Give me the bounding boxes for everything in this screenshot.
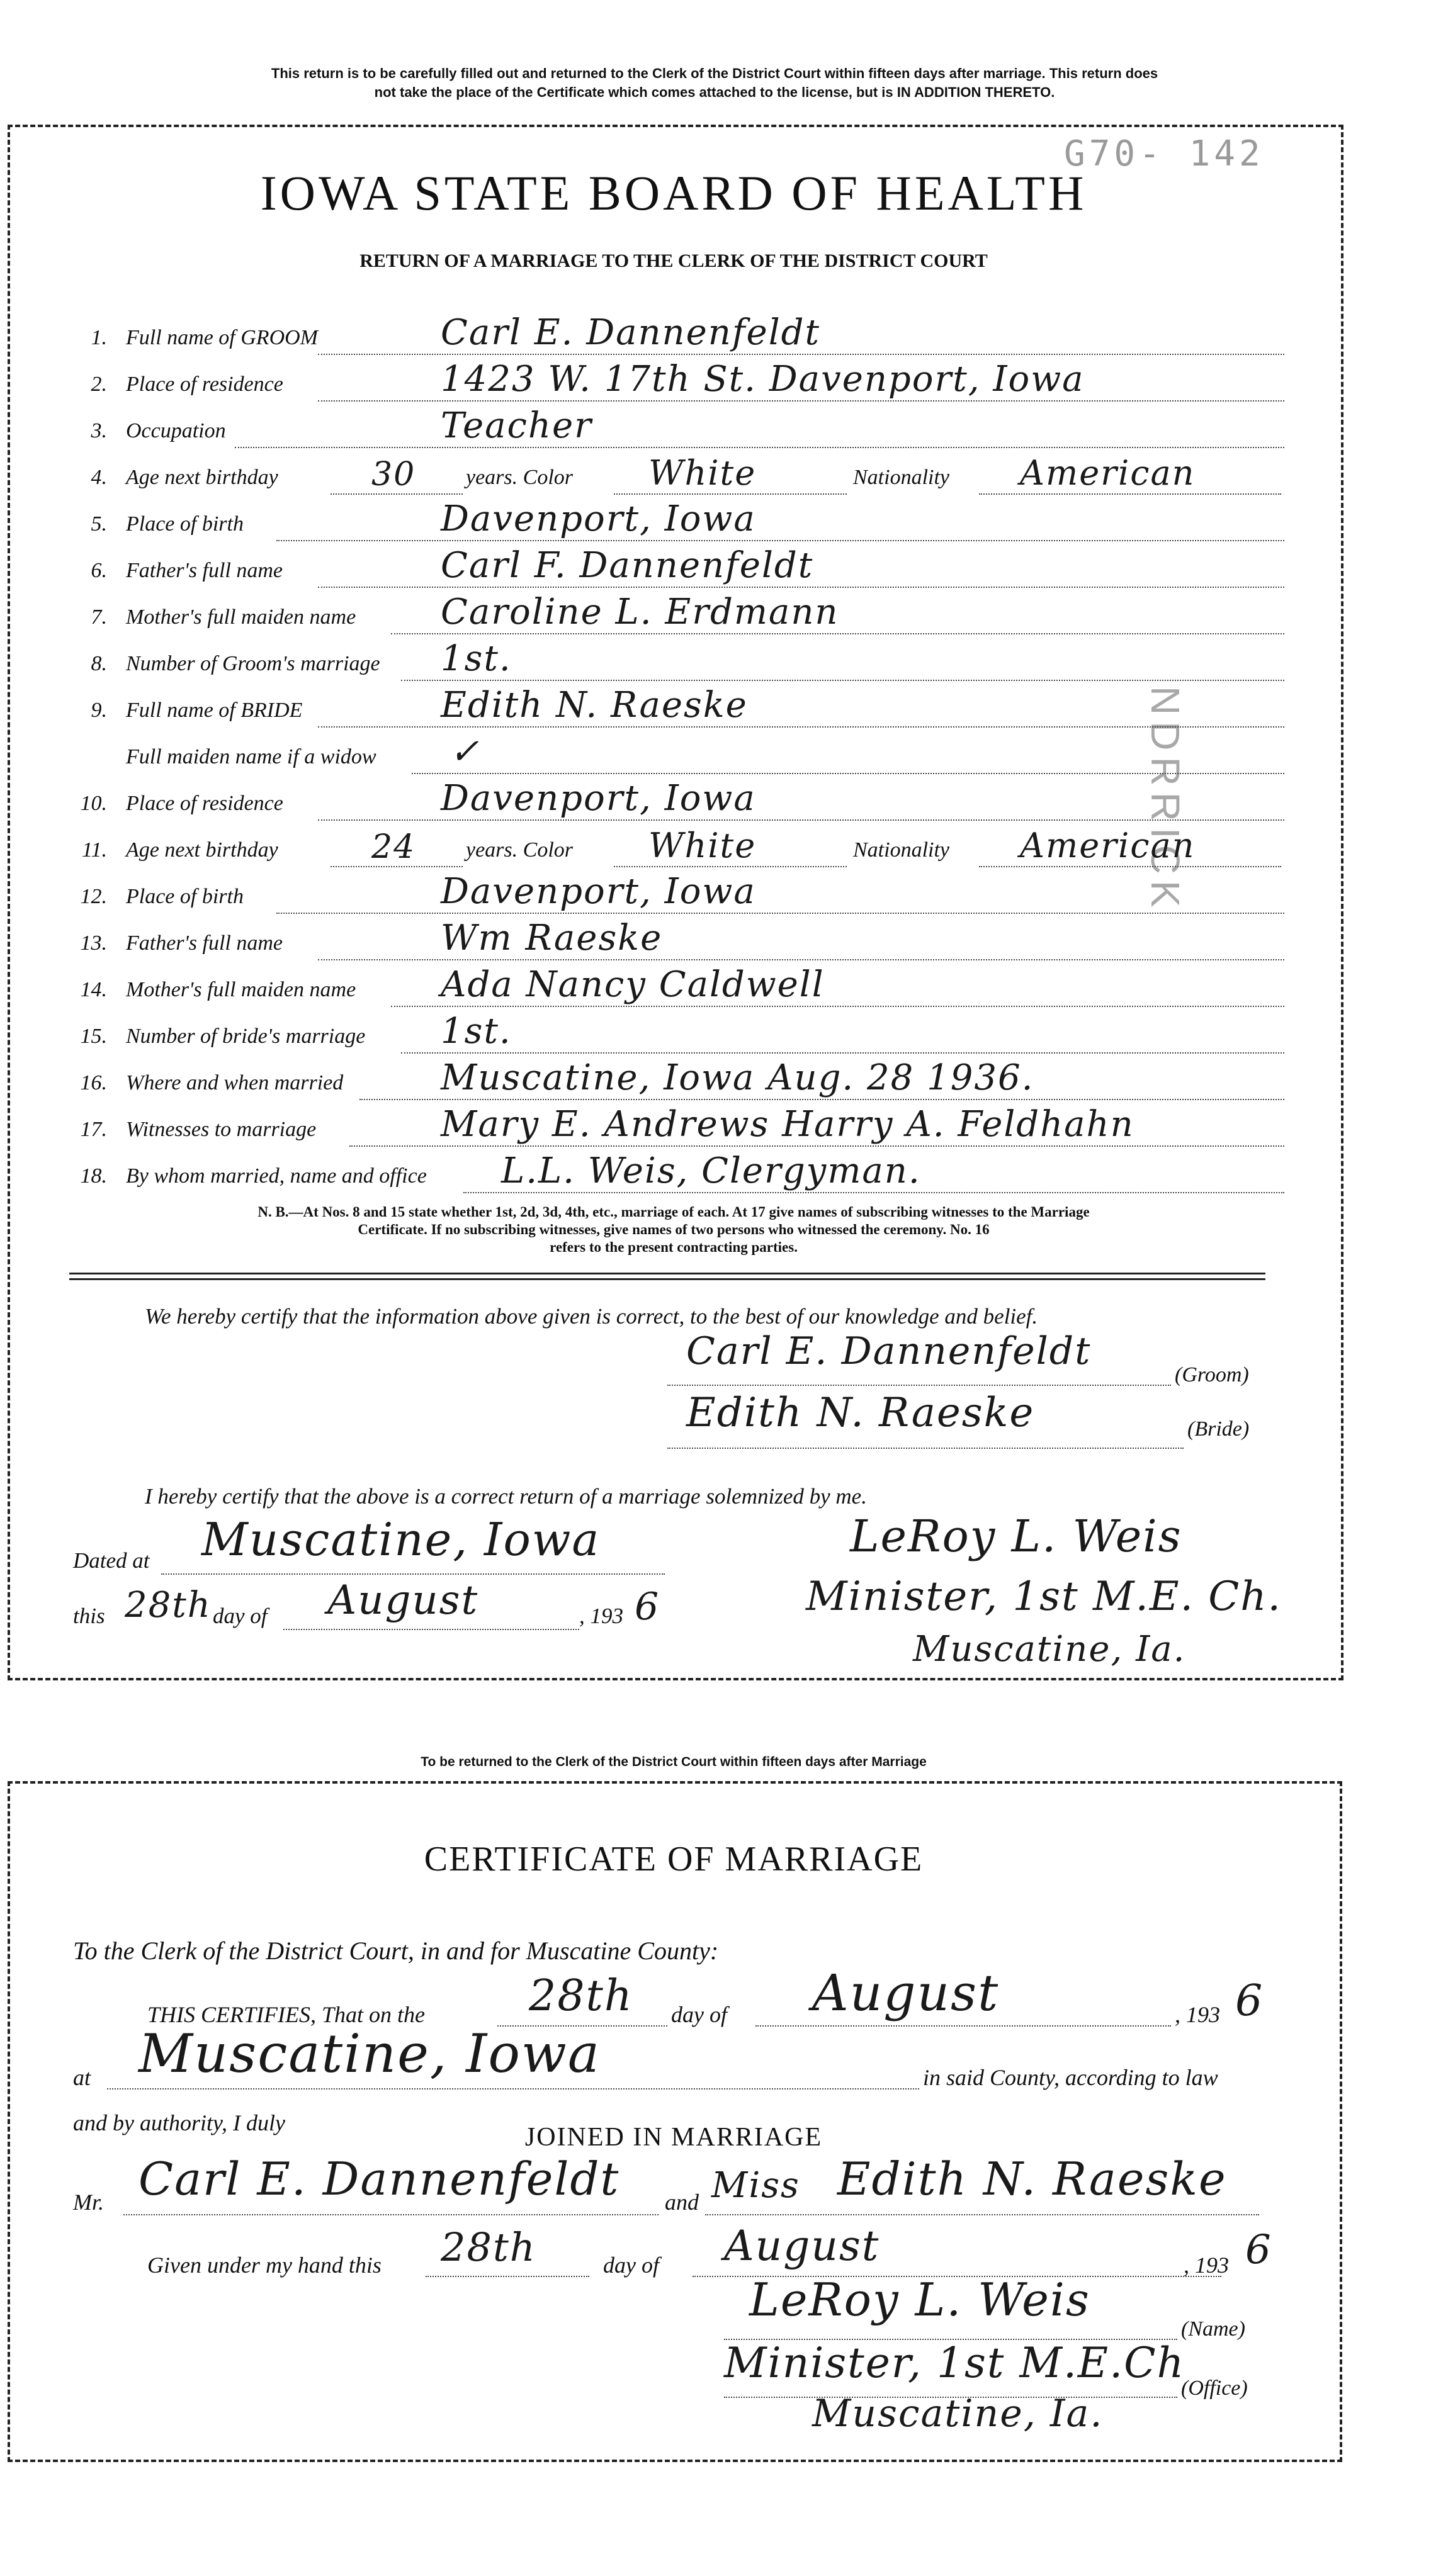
field-row <box>0 592 1335 646</box>
nb-note <box>69 1203 1278 1256</box>
field-underline <box>318 400 1284 402</box>
field-value: Edith N. Raeske <box>441 685 748 726</box>
field-label: Place of residence <box>126 373 283 396</box>
cert-office-signature: Minister, 1st M.E.Ch <box>724 2339 1185 2387</box>
field-label: Number of Groom's marriage <box>126 652 380 675</box>
middle-notice: To be returned to the Clerk of the District Court within fifteen days after Marriage <box>421 1755 927 1769</box>
field-row <box>0 405 1335 459</box>
miss-prefix: Miss <box>711 2165 800 2206</box>
field-label: Age next birthday <box>126 466 278 489</box>
field-number: 8. <box>91 652 107 675</box>
cert-groom-value: Carl E. Dannenfeldt <box>139 2152 620 2205</box>
field-row <box>0 964 1335 1018</box>
years-color-label: years. Color <box>466 466 573 489</box>
field-underline <box>401 1052 1284 1054</box>
field-value: 1423 W. 17th St. Davenport, Iowa <box>441 359 1085 400</box>
field-underline <box>318 587 1284 588</box>
field-number: 14. <box>80 978 107 1001</box>
age-value: 30 <box>371 456 416 493</box>
color-value: White <box>648 826 757 865</box>
this-certifies-label: THIS CERTIFIES, That on the <box>147 2002 425 2027</box>
field-value: Wm Raeske <box>441 918 663 959</box>
year-prefix: , 193 <box>579 1604 623 1628</box>
cert-at-label: at <box>73 2065 91 2090</box>
field-number: 15. <box>80 1025 107 1048</box>
certificate-title: CERTIFICATE OF MARRIAGE <box>424 1840 924 1879</box>
field-number: 1. <box>91 326 107 349</box>
field-label: Mother's full maiden name <box>126 605 356 629</box>
field-value: 1st. <box>441 638 512 679</box>
cert-groom-line <box>123 2214 659 2215</box>
given-day-line <box>426 2276 589 2277</box>
groom-signature: Carl E. Dannenfeldt <box>686 1329 1092 1373</box>
color-value: White <box>648 453 757 493</box>
nationality-label: Nationality <box>853 838 949 862</box>
bride-label: (Bride) <box>1187 1417 1250 1441</box>
month-value: August <box>327 1577 479 1624</box>
field-value: ✓ <box>450 731 480 772</box>
field-value: 1st. <box>441 1011 512 1052</box>
field-number: 3. <box>91 419 107 442</box>
field-underline <box>331 866 463 867</box>
cert-year-prefix: , 193 <box>1175 2002 1220 2027</box>
nationality-value: American <box>1020 826 1196 865</box>
field-underline <box>235 447 1284 448</box>
field-underline <box>463 1192 1284 1193</box>
field-underline <box>401 680 1284 681</box>
field-number: 18. <box>80 1164 107 1188</box>
top-notice <box>50 65 1379 101</box>
officiant-office: Minister, 1st M.E. Ch. <box>806 1573 1282 1620</box>
cert-day-value: 28th <box>529 1971 633 2021</box>
field-label: Where and when married <box>126 1071 344 1094</box>
top-notice-line1: This return is to be carefully filled out and returned to the Clerk of the District Court within fifteen days after marriage. This return does <box>271 65 1158 81</box>
officiant-place: Muscatine, Ia. <box>913 1629 1186 1670</box>
field-row <box>0 871 1335 925</box>
field-value: Muscatine, Iowa Aug. 28 1936. <box>441 1057 1034 1098</box>
field-label: Occupation <box>126 419 226 442</box>
field-label: Full name of BRIDE <box>126 699 303 722</box>
field-label: Witnesses to marriage <box>126 1118 317 1141</box>
this-label: this <box>73 1604 105 1628</box>
nb-note-line1: N. B.—At Nos. 8 and 15 state whether 1st, 2d, 3d, 4th, etc., marriage of each. At 17 give names of subscribing witnesses to the Marriage <box>257 1204 1090 1220</box>
given-day-of-label: day of <box>603 2253 659 2278</box>
field-label: Father's full name <box>126 931 283 955</box>
field-number: 10. <box>80 792 107 815</box>
authority-text: and by authority, I duly <box>73 2110 285 2135</box>
field-underline <box>359 1099 1284 1100</box>
nb-note-line3: refers to the present contracting parties. <box>550 1239 798 1255</box>
field-number: 11. <box>82 838 107 862</box>
field-value: Mary E. Andrews Harry A. Feldhahn <box>441 1104 1134 1145</box>
cert-place-line <box>107 2088 919 2089</box>
field-number: 4. <box>91 466 107 489</box>
field-underline <box>276 540 1284 541</box>
field-value: Carl F. Dannenfeldt <box>441 545 814 586</box>
stamp-number: G70- 142 <box>1064 133 1264 174</box>
field-number: 17. <box>80 1118 107 1141</box>
dated-at-line <box>161 1573 665 1575</box>
field-label: Full name of GROOM <box>126 326 319 349</box>
field-underline <box>412 773 1284 774</box>
field-label: Mother's full maiden name <box>126 978 356 1001</box>
certification-statement: We hereby certify that the information above given is correct, to the best of our knowledge and belief. <box>145 1304 1038 1329</box>
field-underline <box>276 913 1284 914</box>
field-underline <box>979 866 1281 867</box>
dated-at-value: Muscatine, Iowa <box>201 1513 601 1566</box>
field-label: Place of birth <box>126 885 244 908</box>
field-underline <box>391 633 1284 634</box>
nationality-label: Nationality <box>853 466 949 489</box>
field-underline <box>318 726 1284 728</box>
section-divider <box>69 1273 1265 1280</box>
month-line <box>283 1629 579 1630</box>
field-label: Place of residence <box>126 792 283 815</box>
field-underline <box>349 1145 1284 1147</box>
field-label: Number of bride's marriage <box>126 1025 366 1048</box>
cert-place-value: Muscatine, Iowa <box>139 2023 601 2084</box>
years-color-label: years. Color <box>466 838 573 862</box>
cert-name-signature: LeRoy L. Weis <box>749 2273 1090 2326</box>
field-value: Davenport, Iowa <box>441 871 756 912</box>
field-label: By whom married, name and office <box>126 1164 427 1188</box>
field-number: 12. <box>80 885 107 908</box>
margin-stamp: NDRRICK <box>1143 686 1188 914</box>
field-value: Ada Nancy Caldwell <box>441 964 825 1005</box>
field-number: 13. <box>80 931 107 955</box>
given-label: Given under my hand this <box>147 2253 382 2278</box>
field-number: 9. <box>91 699 107 722</box>
field-row <box>0 685 1335 739</box>
field-underline <box>318 354 1284 355</box>
county-text: in said County, according to law <box>923 2065 1218 2090</box>
field-row <box>0 1150 1335 1205</box>
field-number: 2. <box>91 373 107 396</box>
field-underline <box>318 819 1284 821</box>
field-label: Full maiden name if a widow <box>126 745 376 768</box>
mr-label: Mr. <box>73 2190 105 2215</box>
nationality-value: American <box>1020 453 1196 493</box>
given-year-digit: 6 <box>1245 2227 1272 2273</box>
year-digit: 6 <box>635 1585 660 1629</box>
field-value: Carl E. Dannenfeldt <box>441 312 820 353</box>
given-day-value: 28th <box>441 2224 536 2270</box>
to-clerk-line: To the Clerk of the District Court, in and for Muscatine County: <box>73 1937 719 1965</box>
field-value: Caroline L. Erdmann <box>441 592 839 633</box>
field-underline <box>331 493 463 495</box>
dated-at-label: Dated at <box>73 1548 150 1573</box>
field-number: 16. <box>80 1071 107 1094</box>
field-row <box>0 778 1335 832</box>
field-number: 5. <box>91 512 107 536</box>
day-value: 28th <box>125 1585 212 1626</box>
age-value: 24 <box>371 828 416 866</box>
cert-name-label: (Name) <box>1181 2317 1245 2341</box>
page-subtitle: RETURN OF A MARRIAGE TO THE CLERK OF THE DISTRICT COURT <box>359 250 988 271</box>
bride-signature: Edith N. Raeske <box>686 1390 1035 1436</box>
field-number: 7. <box>91 605 107 629</box>
field-label: Place of birth <box>126 512 244 536</box>
and-label: and <box>665 2190 699 2215</box>
field-underline <box>318 959 1284 960</box>
field-number: 6. <box>91 559 107 582</box>
field-underline <box>614 866 847 867</box>
field-underline <box>979 493 1281 495</box>
given-year-prefix: , 193 <box>1184 2253 1229 2278</box>
cert-month-value: August <box>812 1964 1000 2022</box>
solemnization-statement: I hereby certify that the above is a correct return of a marriage solemnized by me. <box>145 1484 867 1509</box>
cert-month-line <box>755 2025 1171 2027</box>
field-underline <box>614 493 847 495</box>
cert-bride-value: Edith N. Raeske <box>837 2152 1227 2205</box>
field-value: Teacher <box>441 405 592 446</box>
field-row <box>0 359 1335 413</box>
field-underline <box>391 1006 1284 1007</box>
field-value: L.L. Weis, Clergyman. <box>501 1150 921 1191</box>
groom-label: (Groom) <box>1175 1363 1249 1386</box>
cert-day-of-label: day of <box>671 2002 727 2027</box>
given-month-value: August <box>724 2222 880 2270</box>
bride-signature-line <box>667 1448 1184 1449</box>
joined-in-marriage: JOINED IN MARRIAGE <box>524 2123 823 2152</box>
officiant-signature: LeRoy L. Weis <box>850 1510 1182 1562</box>
cert-office-place: Muscatine, Ia. <box>812 2392 1104 2436</box>
cert-year-digit: 6 <box>1235 1976 1264 2026</box>
field-label: Age next birthday <box>126 838 278 862</box>
field-label: Father's full name <box>126 559 283 582</box>
top-notice-line2: not take the place of the Certificate which comes attached to the license, but is IN ADDITION THERETO. <box>374 84 1055 100</box>
cert-office-label: (Office) <box>1181 2376 1248 2400</box>
field-value: Davenport, Iowa <box>441 778 756 819</box>
page-title: IOWA STATE BOARD OF HEALTH <box>260 166 1087 220</box>
nb-note-line2: Certificate. If no subscribing witnesses, give names of two persons who witnessed the ceremony. No. 16 <box>358 1222 990 1237</box>
cert-bride-line <box>705 2214 1259 2215</box>
groom-signature-line <box>667 1385 1171 1386</box>
field-value: Davenport, Iowa <box>441 498 756 539</box>
day-of-label: day of <box>213 1604 268 1628</box>
